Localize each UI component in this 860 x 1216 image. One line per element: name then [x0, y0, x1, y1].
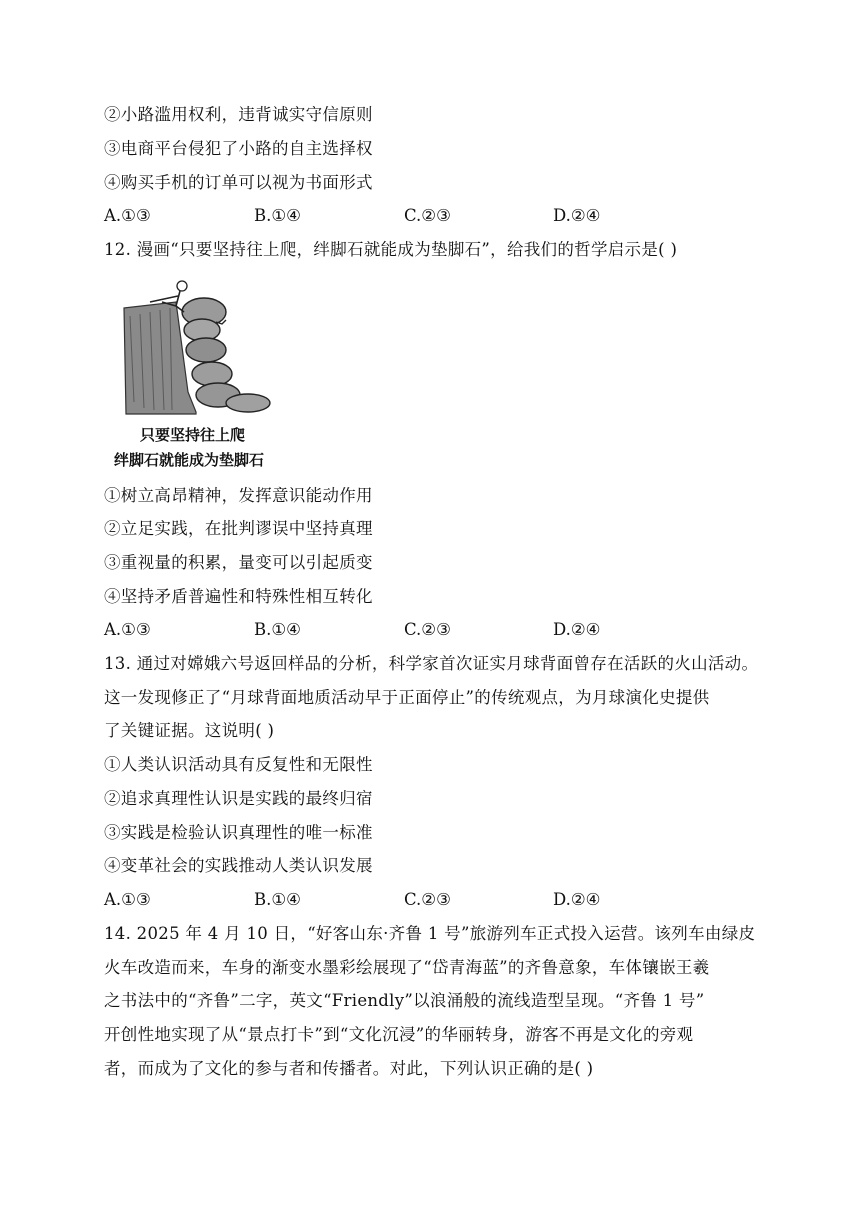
- q11-option-d: D.②④: [553, 206, 601, 225]
- q13-item-1: ①人类认识活动具有反复性和无限性: [104, 755, 373, 774]
- cartoon-climber-image: [110, 272, 282, 474]
- q12-item-1: ①树立高昂精神，发挥意识能动作用: [104, 486, 373, 505]
- q14-stem-line-3: 之书法中的“齐鲁”二字，英文“Friendly”以浪涌般的流线造型呈现。“齐鲁 1 号”: [104, 991, 705, 1010]
- q13-option-b: B.①④: [254, 890, 301, 909]
- q12-item-2: ②立足实践，在批判谬误中坚持真理: [104, 519, 373, 538]
- q12-option-c: C.②③: [404, 620, 451, 639]
- q13-item-2: ②追求真理性认识是实践的最终归宿: [104, 789, 373, 808]
- q11-option-c: C.②③: [404, 206, 451, 225]
- q13-option-d: D.②④: [553, 890, 601, 909]
- q11-option-b: B.①④: [254, 206, 301, 225]
- q13-stem-line-2: 这一发现修正了“月球背面地质活动早于正面停止”的传统观点，为月球演化史提供: [104, 688, 710, 707]
- q12-item-3: ③重视量的积累，量变可以引起质变: [104, 553, 373, 572]
- q14-stem-line-4: 开创性地实现了从“景点打卡”到“文化沉浸”的华丽转身，游客不再是文化的旁观: [104, 1025, 694, 1044]
- cartoon-caption-line-1: 只要坚持往上爬: [140, 426, 246, 444]
- q12-option-a: A.①③: [104, 620, 151, 639]
- q12-item-4: ④坚持矛盾普遍性和特殊性相互转化: [104, 587, 373, 606]
- q12-cartoon: [110, 272, 282, 474]
- q14-stem-line-1: 14. 2025 年 4 月 10 日，“好客山东·齐鲁 1 号”旅游列车正式投入运营。该列车由绿皮: [104, 924, 756, 943]
- q11-option-a: A.①③: [104, 206, 151, 225]
- q11-item-3: ③电商平台侵犯了小路的自主选择权: [104, 139, 373, 158]
- q12-option-d: D.②④: [553, 620, 601, 639]
- q12-option-b: B.①④: [254, 620, 301, 639]
- q11-item-2: ②小路滥用权利，违背诚实守信原则: [104, 105, 373, 124]
- cartoon-caption-line-2: 绊脚石就能成为垫脚石: [114, 451, 265, 469]
- q14-stem-line-2: 火车改造而来，车身的渐变水墨彩绘展现了“岱青海蓝”的齐鲁意象，车体镶嵌王羲: [104, 958, 710, 977]
- q13-option-a: A.①③: [104, 890, 151, 909]
- q13-stem-line-3: 了关键证据。这说明( ): [104, 721, 275, 740]
- q13-option-c: C.②③: [404, 890, 451, 909]
- q13-item-4: ④变革社会的实践推动人类认识发展: [104, 856, 373, 875]
- q13-stem-line-1: 13. 通过对嫦娥六号返回样品的分析，科学家首次证实月球背面曾存在活跃的火山活动。: [104, 654, 759, 673]
- q12-stem: 12. 漫画“只要坚持往上爬，绊脚石就能成为垫脚石”，给我们的哲学启示是( ): [104, 240, 678, 259]
- q13-item-3: ③实践是检验认识真理性的唯一标准: [104, 823, 373, 842]
- q11-item-4: ④购买手机的订单可以视为书面形式: [104, 173, 373, 192]
- q14-stem-line-5: 者，而成为了文化的参与者和传播者。对此，下列认识正确的是( ): [104, 1059, 594, 1078]
